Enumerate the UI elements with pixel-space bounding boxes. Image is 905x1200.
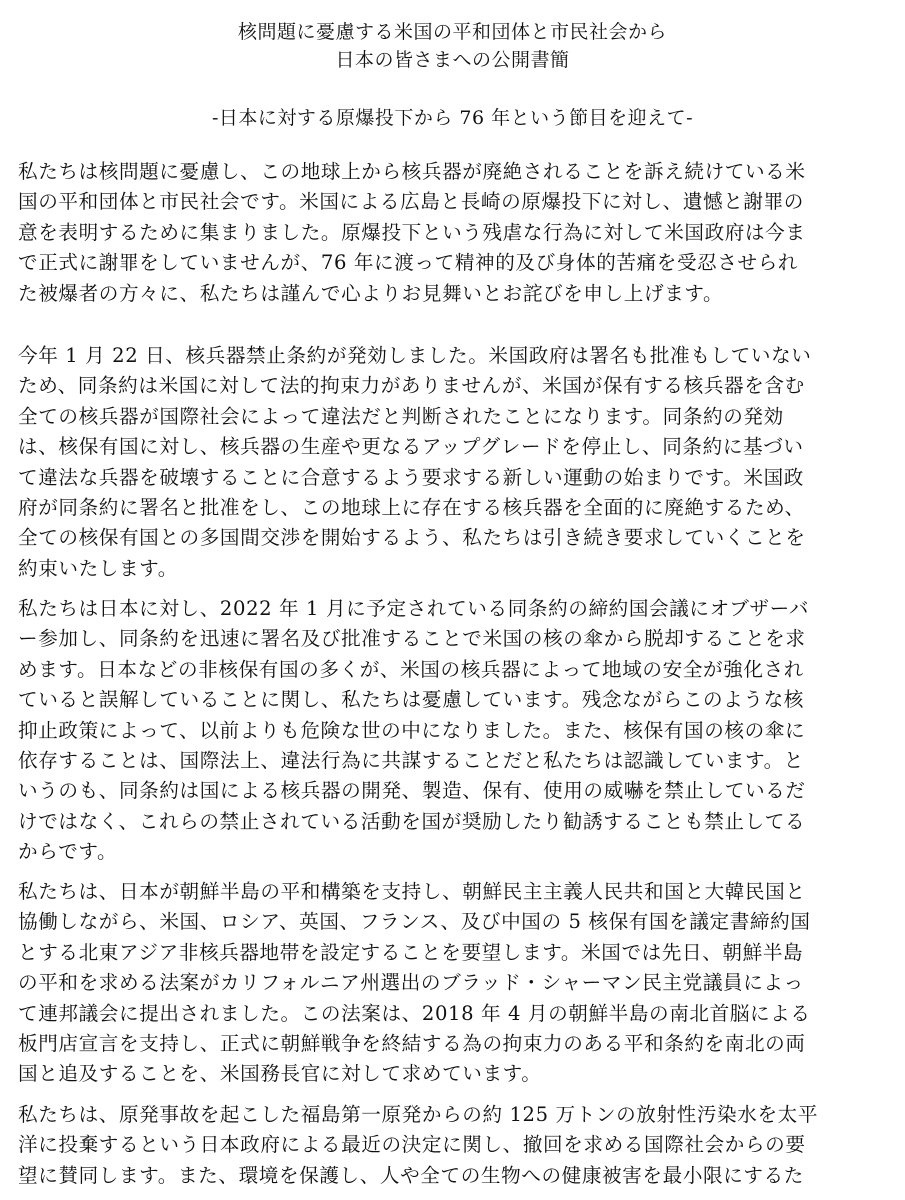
- paragraph-line: けではなく、これらの禁止されている活動を国が奨励したり勧誘することも禁止してる: [18, 809, 806, 833]
- paragraph-line: いうのも、同条約は国による核兵器の開発、製造、保有、使用の威嚇を禁止しているだ: [18, 779, 806, 803]
- paragraph-line: で正式に謝罪をしていませんが、76 年に渡って精神的及び身体的苦痛を受忍させられ: [18, 251, 799, 275]
- letter-subtitle: -日本に対する原爆投下から 76 年という節目を迎えて-: [211, 107, 694, 129]
- paragraph-line: からです。: [18, 840, 118, 864]
- paragraph-line: 抑止政策によって、以前よりも危険な世の中になりました。また、核保有国の核の傘に: [18, 718, 806, 742]
- paragraph-line: 協働しながら、米国、ロシア、英国、フランス、及び中国の 5 核保有国を議定書締約国: [18, 910, 811, 934]
- paragraph-line: の平和を求める法案がカリフォルニア州選出のブラッド・シャーマン民主党議員によっ: [18, 971, 804, 995]
- paragraph-line: 国と追及することを、米国務長官に対して求めています。: [18, 1062, 542, 1086]
- paragraph-line: 洋に投棄するという日本政府による最近の決定に関し、撤回を求める国際社会からの要: [18, 1133, 806, 1157]
- paragraph-line: は、核保有国に対し、核兵器の生産や更なるアップグレードを停止し、同条約に基づい: [18, 435, 804, 459]
- paragraph-line: 全ての核兵器が国際社会によって違法だと判断されたことになります。同条約の発効: [18, 404, 784, 428]
- letter-title-line: 核問題に憂慮する米国の平和団体と市民社会から: [237, 21, 667, 43]
- paragraph-line: 今年 1 月 22 日、核兵器禁止条約が発効しました。米国政府は署名も批准もしていない: [18, 344, 812, 367]
- paragraph-line: とする北東アジア非核兵器地帯を設定することを要望します。米国では先日、朝鮮半島: [18, 940, 804, 964]
- letter-title-line: 日本の皆さまへの公開書簡: [335, 49, 570, 71]
- paragraph-line: 私たちは日本に対し、2022 年 1 月に予定されている同条約の締約国会議にオブザーバ: [18, 597, 810, 620]
- paragraph-line: て違法な兵器を破壊することに合意するよう要求する新しい運動の始まりです。米国政: [18, 465, 804, 489]
- paragraph-line: 依存することは、国際法上、違法行為に共謀することだと私たちは認識しています。と: [18, 749, 804, 772]
- paragraph-line: 私たちは、原発事故を起こした福島第一原発からの約 125 万トンの放射性汚染水を太平: [18, 1103, 819, 1126]
- paragraph-line: て連邦議会に提出されました。この法案は、2018 年 4 月の朝鮮半島の南北首脳による: [18, 1001, 811, 1025]
- paragraph-line: 板門店宣言を支持し、正式に朝鮮戦争を終結する為の拘束力のある平和条約を南北の両: [18, 1032, 806, 1055]
- paragraph-line: 望に賛同します。また、環境を保護し、人や全ての生物への健康被害を最小限にするた: [18, 1163, 804, 1187]
- paragraph-line: 意を表明するために集まりました。原爆投下という残虐な行為に対して米国政府は今ま: [18, 220, 806, 244]
- paragraph-line: ー参加し、同条約を迅速に署名及び批准することで米国の核の傘から脱却することを求: [18, 627, 806, 651]
- paragraph-line: めます。日本などの非核保有国の多くが、米国の核兵器によって地域の安全が強化され: [18, 657, 804, 681]
- paragraph-line: ため、同条約は米国に対して法的拘束力がありませんが、米国が保有する核兵器を含む: [18, 374, 805, 398]
- paragraph-line: 私たちは、日本が朝鮮半島の平和構築を支持し、朝鮮民主主義人民共和国と大韓民国と: [18, 880, 806, 903]
- paragraph-line: 私たちは核問題に憂慮し、この地球上から核兵器が廃絶されることを訴え続けている米: [18, 160, 806, 183]
- paragraph-line: 国の平和団体と市民社会です。米国による広島と長崎の原爆投下に対し、遺憾と謝罪の: [18, 190, 804, 214]
- paragraph-line: 約束いたします。: [18, 556, 178, 580]
- paragraph-line: た被爆者の方々に、私たちは謹んで心よりお見舞いとお詫びを申し上げます。: [18, 281, 724, 305]
- paragraph-line: 府が同条約に署名と批准をし、この地球上に存在する核兵器を全面的に廃絶するため、: [18, 496, 805, 519]
- paragraph-line: 全ての核保有国との多国間交渉を開始するよう、私たちは引き続き要求していくことを: [18, 526, 806, 550]
- paragraph-line: ていると誤解していることに関し、私たちは憂慮しています。残念ながらこのような核: [18, 688, 804, 712]
